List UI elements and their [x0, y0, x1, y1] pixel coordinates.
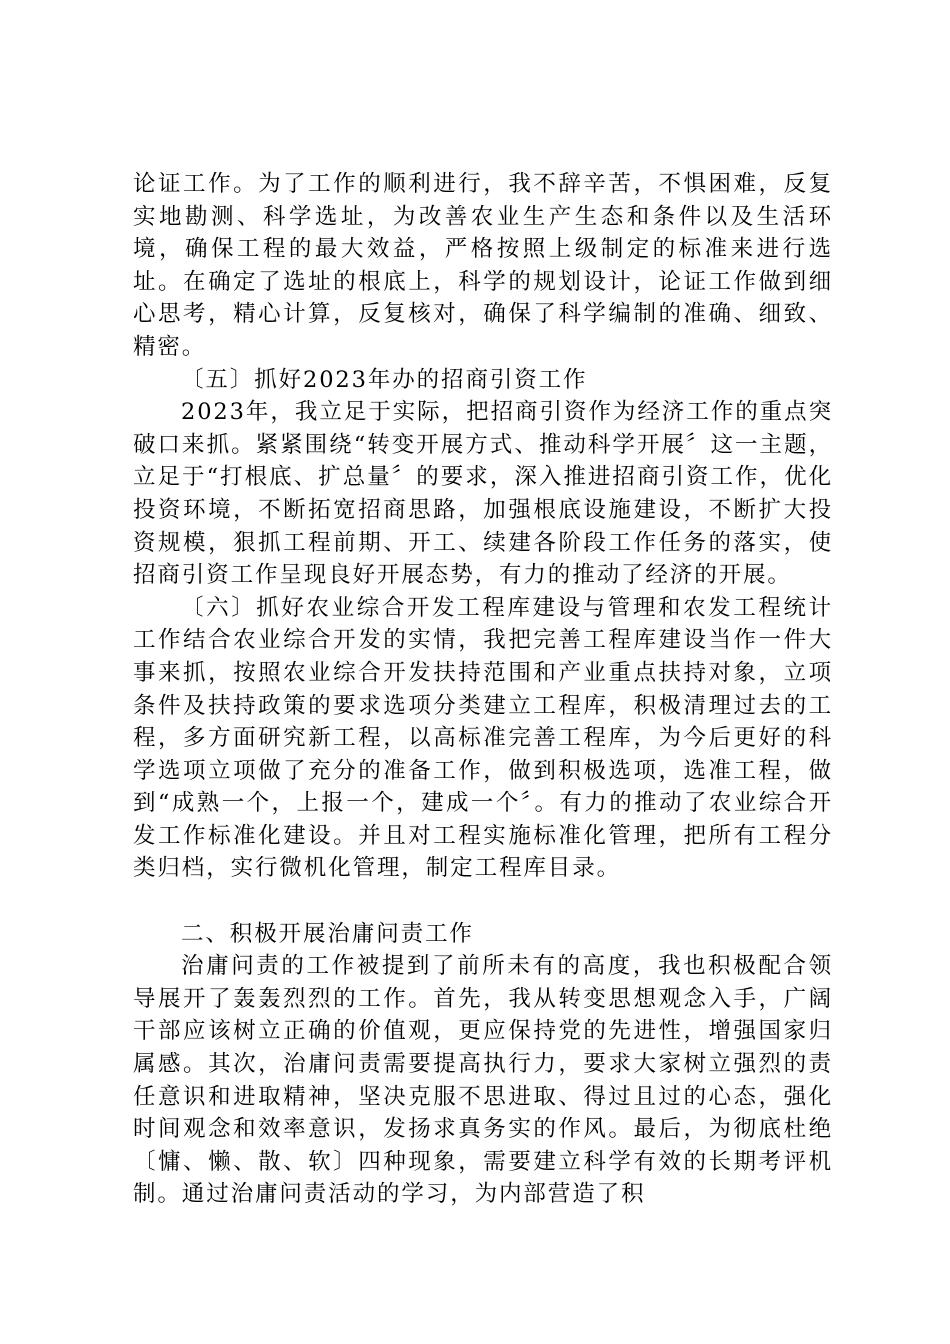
paragraph-site-selection: 论证工作。为了工作的顺利进行，我不辞辛苦，不惧困难，反复实地勘测、科学选址，为改善农业生产生态和条件以及生活环境，确保工程的最大效益，严格按照上级制定的标准来进行选址。在确定了选址的根底上，科学的规划设计，论证工作做到细心思考，精心计算，反复核对，确保了科学编制的准确、细致、精密。: [133, 171, 833, 360]
section-heading-5: 〔五〕抓好2023年办的招商引资工作: [181, 366, 588, 393]
section-heading-6-paragraph: 〔六〕抓好农业综合开发工程库建设与管理和农发工程统计工作结合农业综合开发的实情，我把完善工程库建设当作一件大事来抓，按照农业综合开发扶持范围和产业重点扶持对象，立项条件及扶持政策的要求选项分类建立工程库，积极清理过去的工程，多方面研究新工程，以高标准完善工程库，为今后更好的科学选项立项做了充分的准备工作，做到积极选项，选准工程，做到“成熟一个，上报一个，建成一个〞。有力的推动了农业综合开发工作标准化建设。并且对工程实施标准化管理，把所有工程分类归档，实行微机化管理，制定工程库目录。: [133, 594, 833, 882]
paragraph-accountability: 治庸问责的工作被提到了前所未有的高度，我也积极配合领导展开了轰轰烈烈的工作。首先，我从转变思想观念入手，广阔干部应该树立正确的价值观，更应保持党的先进性，增强国家归属感。其次，治庸问责需要提高执行力，要求大家树立强烈的责任意识和进取精神，坚决克服不思进取、得过且过的心态，强化时间观念和效率意识，发扬求真务实的作风。最后，为彻底杜绝〔慵、懒、散、软〕四种现象，需要建立科学有效的长期考评机制。通过治庸问责活动的学习，为内部营造了积: [133, 953, 833, 1208]
section-heading-2: 二、积极开展治庸问责工作: [181, 920, 474, 947]
paragraph-investment: 2023年，我立足于实际，把招商引资作为经济工作的重点突破口来抓。紧紧围绕“转变开展方式、推动科学开展〞这一主题，立足于“打根底、扩总量〞的要求，深入推进招商引资工作，优化投资环境，不断拓宽招商思路，加强根底设施建设，不断扩大投资规模，狠抓工程前期、开工、续建各阶段工作任务的落实，使招商引资工作呈现良好开展态势，有力的推动了经济的开展。: [133, 399, 833, 589]
document-body: [133, 168, 833, 1211]
paragraph-spacer: [133, 885, 833, 918]
